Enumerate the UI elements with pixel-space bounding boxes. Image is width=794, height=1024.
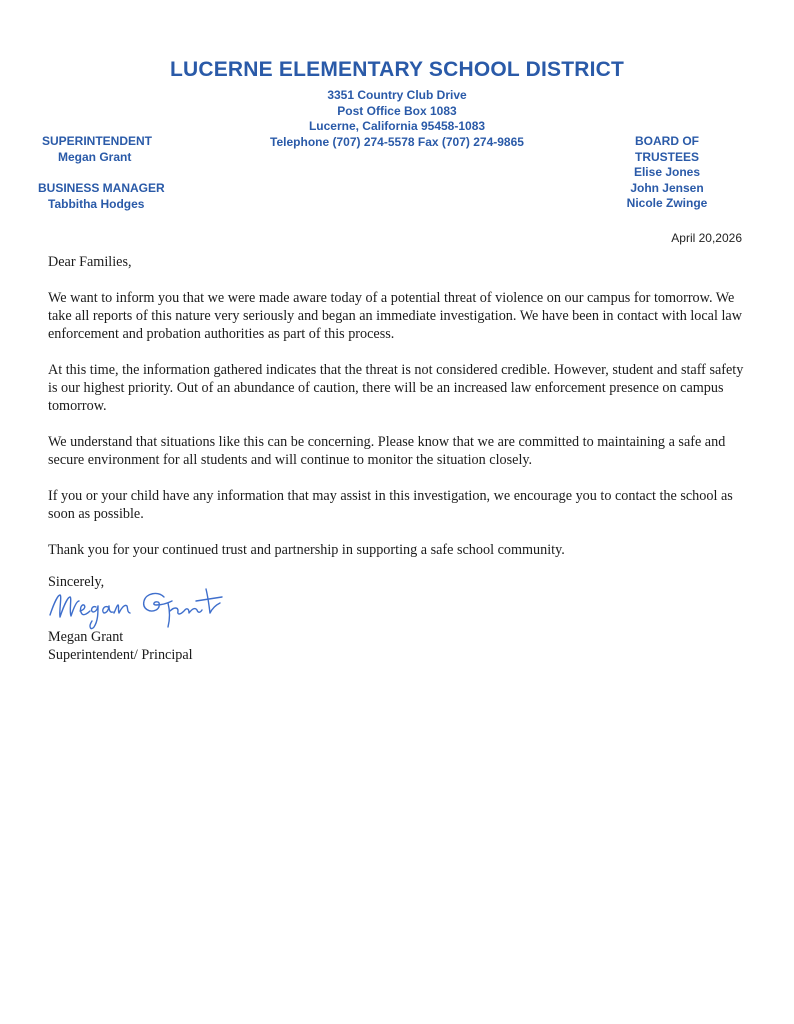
administration-column <box>38 134 165 228</box>
body-paragraph: We understand that situations like this can be concerning. Please know that we are committed to maintaining a safe and secure environment for all students and will continue to monitor the situation closely. <box>48 434 726 468</box>
body-paragraph: Thank you for your continued trust and partnership in supporting a safe school community. <box>48 542 565 558</box>
business-manager-block <box>38 181 165 212</box>
phone-fax: Telephone (707) 274-5578 Fax (707) 274-9865 <box>270 134 524 149</box>
body-paragraph: We want to inform you that we were made aware today of a potential threat of violence on our campus for tomorrow. We take all reports of this nature very seriously and began an immediate investigation. We have been in contact with local law enforcement and probation authorities as part of this process. <box>48 290 742 342</box>
street-address: 3351 Country Club Drive <box>327 88 467 102</box>
superintendent-name: Megan Grant <box>58 149 132 164</box>
body-paragraph: At this time, the information gathered indicates that the threat is not considered credible. However, student and staff safety is our highest priority. Out of an abundance of caution, there will be an increased law enforcement presence on campus tomorrow. <box>48 362 744 414</box>
board-member: John Jensen <box>630 180 704 195</box>
business-manager-name: Tabbitha Hodges <box>48 196 145 211</box>
district-name: LUCERNE ELEMENTARY SCHOOL DISTRICT <box>169 58 625 81</box>
board-column <box>603 134 731 212</box>
board-member: Elise Jones <box>633 165 701 179</box>
signer-name: Megan Grant <box>48 629 124 645</box>
signer-title: Superintendent/ Principal <box>48 647 193 663</box>
business-manager-label: BUSINESS MANAGER <box>38 181 165 195</box>
board-label: BOARD OF TRUSTEES <box>634 134 699 164</box>
letter-body <box>48 253 748 577</box>
handwritten-signature <box>44 583 284 633</box>
superintendent-block <box>38 134 165 165</box>
board-member: Nicole Zwinge <box>626 196 708 210</box>
po-box: Post Office Box 1083 <box>337 103 457 118</box>
body-paragraph: If you or your child have any information that may assist in this investigation, we encourage you to contact the school as soon as possible. <box>48 488 733 522</box>
city-state-zip: Lucerne, California 95458-1083 <box>308 119 486 133</box>
salutation: Dear Families, <box>48 254 132 270</box>
superintendent-label: SUPERINTENDENT <box>42 134 153 148</box>
letter-date: April 20,2026 <box>671 231 742 245</box>
closing: Sincerely, <box>48 574 105 590</box>
